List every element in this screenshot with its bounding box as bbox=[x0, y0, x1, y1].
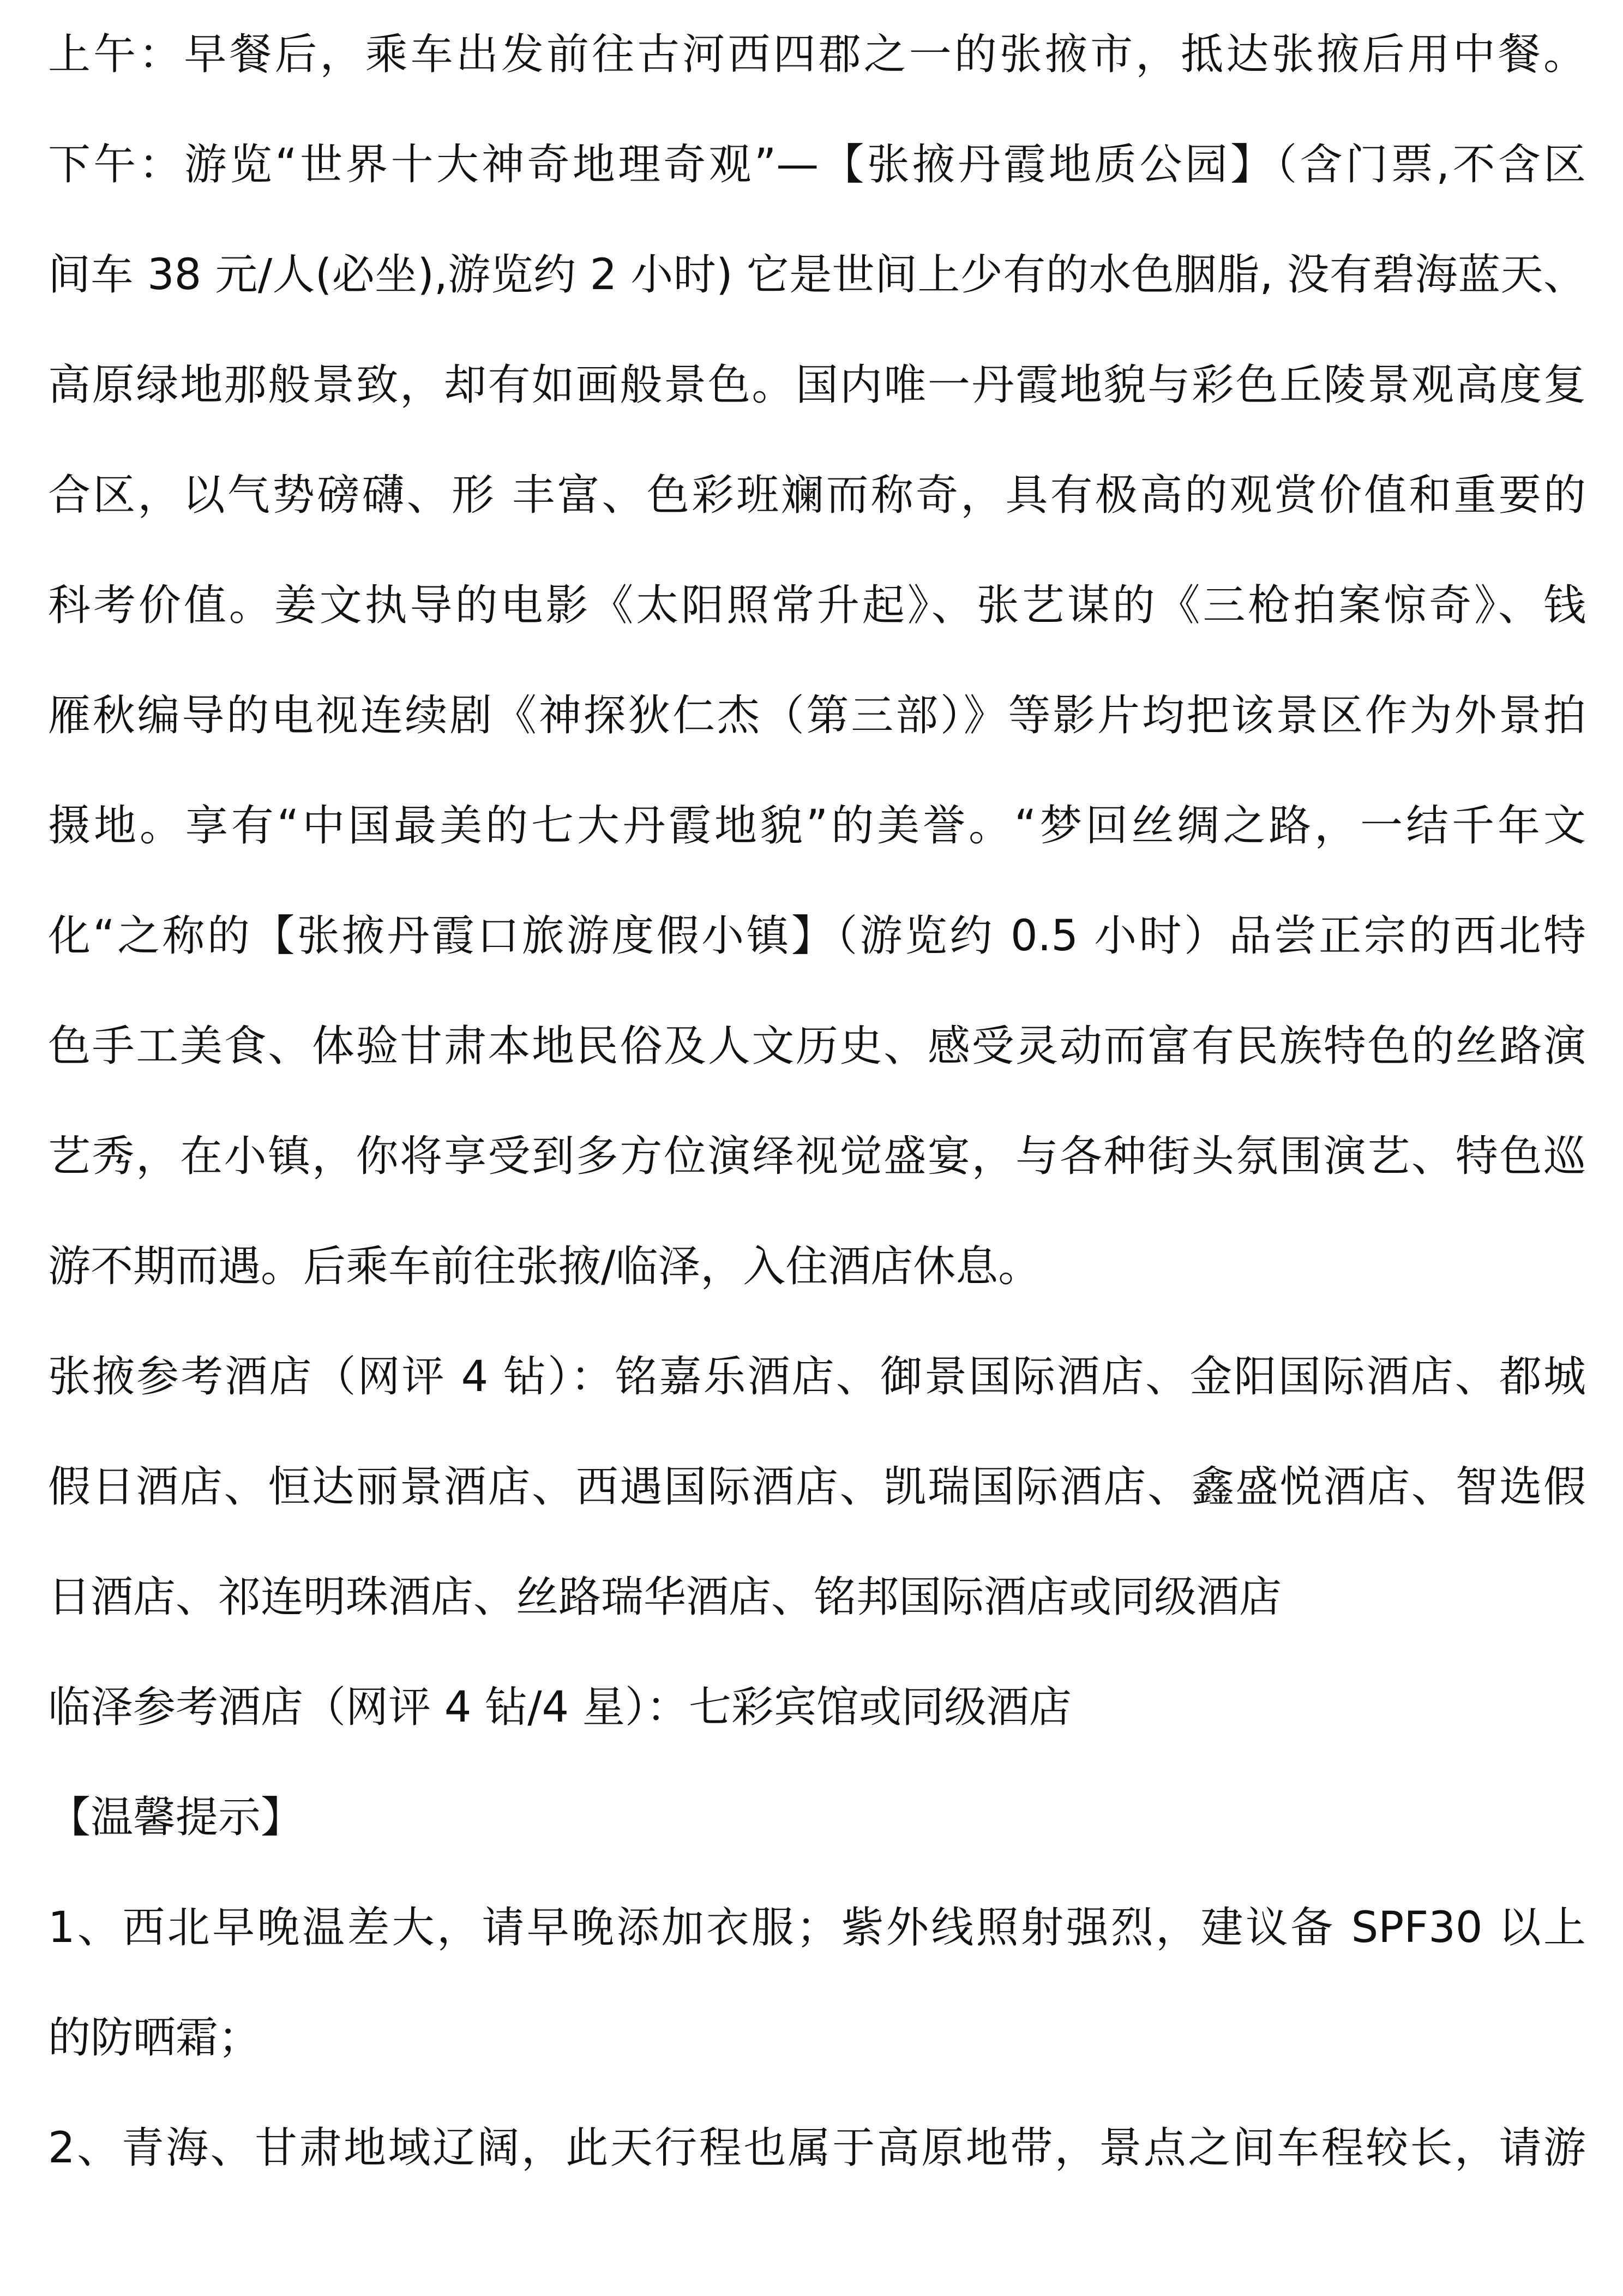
text-line-16: 临泽参考酒店（网评 4 钻/4 星）：七彩宾馆或同级酒店 bbox=[48, 1683, 1072, 1732]
text-line-7: 雁秋编导的电视连续剧《神探狄仁杰（第三部）》等影片均把该景区作为外景拍 bbox=[48, 691, 1586, 740]
text-line-14: 假日酒店、恒达丽景酒店、西遇国际酒店、凯瑞国际酒店、鑫盛悦酒店、智选假 bbox=[48, 1462, 1586, 1512]
text-line-2: 下午：游览“世界十大神奇地理奇观”—【张掖丹霞地质公园】（含门票,不含区 bbox=[48, 140, 1586, 189]
text-line-3: 间车 38 元/人(必坐),游览约 2 小时) 它是世间上少有的水色胭脂, 没有碧海蓝天、 bbox=[48, 250, 1586, 299]
text-line-15: 日酒店、祁连明珠酒店、丝路瑞华酒店、铭邦国际酒店或同级酒店 bbox=[48, 1573, 1282, 1622]
text-line-6: 科考价值。姜文执导的电影《太阳照常升起》、张艺谋的《三枪拍案惊奇》、钱 bbox=[48, 581, 1586, 630]
text-line-10: 色手工美食、体验甘肃本地民俗及人文历史、感受灵动而富有民族特色的丝路演 bbox=[48, 1022, 1586, 1071]
text-line-4: 高原绿地那般景致，却有如画般景色。国内唯一丹霞地貌与彩色丘陵景观高度复 bbox=[48, 361, 1586, 410]
tip-1-line-2: 的防晒霜； bbox=[48, 2013, 261, 2063]
text-line-9: 化“之称的【张掖丹霞口旅游度假小镇】（游览约 0.5 小时）品尝正宗的西北特 bbox=[48, 912, 1586, 961]
section-heading-tips: 【温馨提示】 bbox=[48, 1793, 304, 1842]
text-line-1: 上午：早餐后，乘车出发前往古河西四郡之一的张掖市，抵达张掖后用中餐。 bbox=[48, 30, 1586, 79]
tip-1-line-1: 1、西北早晚温差大，请早晚添加衣服；紫外线照射强烈，建议备 SPF30 以上 bbox=[48, 1903, 1586, 1952]
text-line-13: 张掖参考酒店（网评 4 钻）：铭嘉乐酒店、御景国际酒店、金阳国际酒店、都城 bbox=[48, 1352, 1586, 1401]
text-line-8: 摄地。享有“中国最美的七大丹霞地貌”的美誉。“梦回丝绸之路，一结千年文 bbox=[48, 801, 1586, 850]
tip-2-line-1: 2、青海、甘肃地域辽阔，此天行程也属于高原地带，景点之间车程较长，请游 bbox=[48, 2124, 1586, 2173]
text-line-12: 游不期而遇。后乘车前往张掖/临泽，入住酒店休息。 bbox=[48, 1242, 1041, 1291]
text-line-11: 艺秀，在小镇，你将享受到多方位演绎视觉盛宴，与各种街头氛围演艺、特色巡 bbox=[48, 1132, 1586, 1181]
text-line-5: 合区，以气势磅礴、形 丰富、色彩班斓而称奇，具有极高的观赏价值和重要的 bbox=[48, 471, 1586, 520]
